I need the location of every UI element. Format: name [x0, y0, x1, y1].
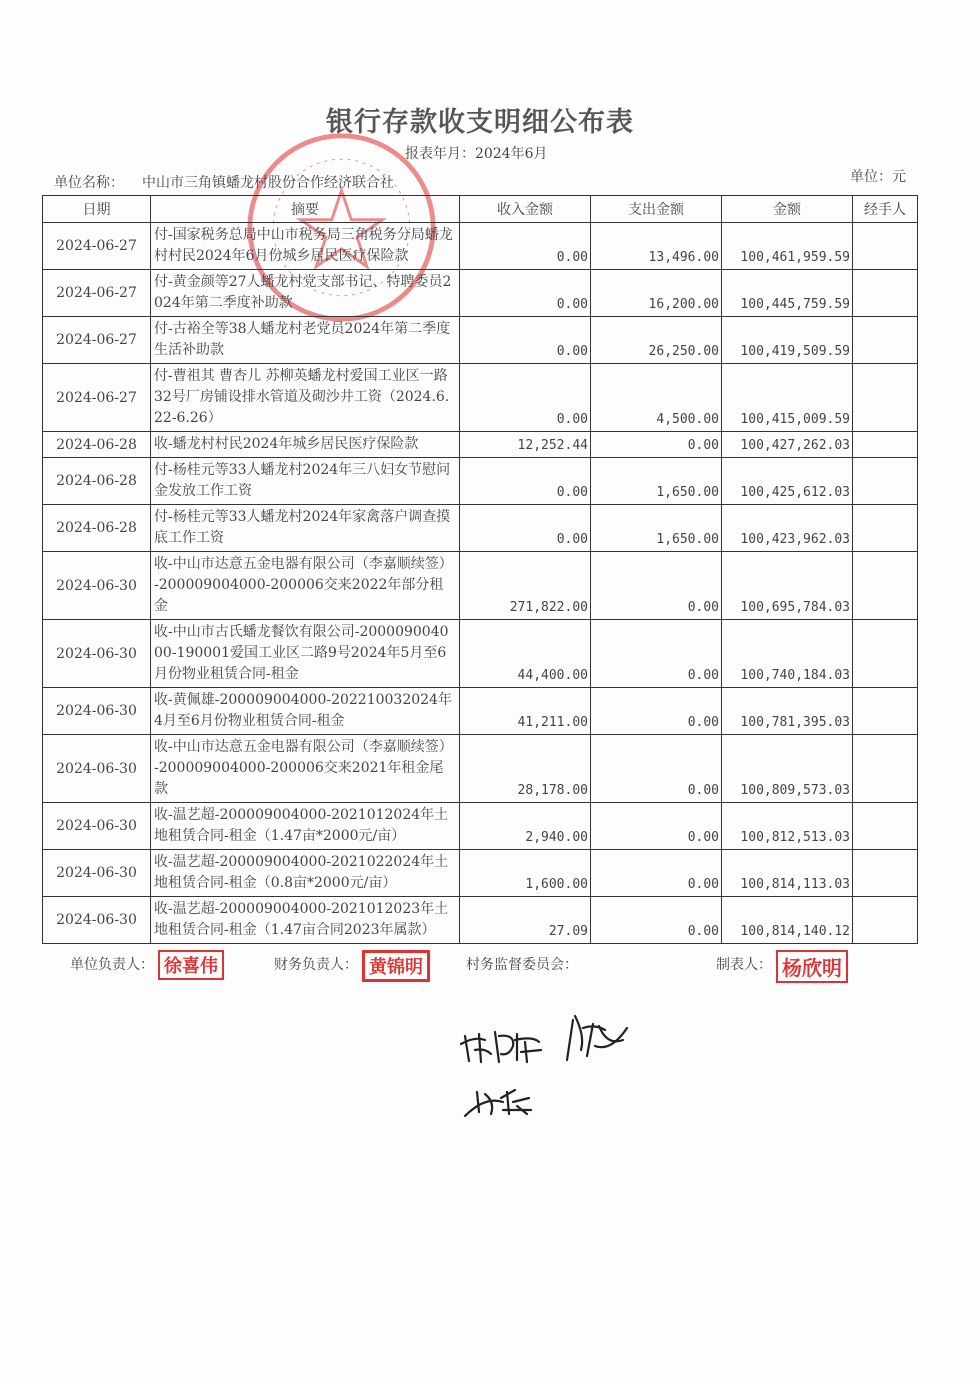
income-cell: 0.00	[460, 364, 591, 432]
table-row	[43, 364, 918, 432]
summary-cell: 付-杨桂元等33人蟠龙村2024年三八妇女节慰问金发放工作工资	[151, 458, 460, 505]
date-cell: 2024-06-30	[43, 897, 151, 944]
balance-cell: 100,695,784.03	[722, 552, 853, 620]
column-header-balance: 金额	[722, 196, 853, 223]
page-title: 银行存款收支明细公布表	[326, 107, 634, 138]
table-row	[43, 897, 918, 944]
balance-cell: 100,814,113.03	[722, 850, 853, 897]
period-label: 报表年月：	[405, 146, 475, 162]
balance-cell: 100,415,009.59	[722, 364, 853, 432]
handler-cell	[853, 223, 918, 270]
income-cell: 28,178.00	[460, 735, 591, 803]
column-header-handler: 经手人	[853, 196, 918, 223]
table-row	[43, 505, 918, 552]
handler-cell	[853, 270, 918, 317]
handler-cell	[853, 803, 918, 850]
signature-footer	[42, 950, 917, 990]
date-cell: 2024-06-28	[43, 505, 151, 552]
table-row	[43, 317, 918, 364]
table-row	[43, 850, 918, 897]
handler-cell	[853, 317, 918, 364]
date-cell: 2024-06-30	[43, 735, 151, 803]
handler-cell	[853, 364, 918, 432]
preparer-label: 制表人：	[716, 957, 772, 973]
date-cell: 2024-06-30	[43, 803, 151, 850]
summary-cell: 付-曹祖其 曹杏儿 苏柳英蟠龙村爱国工业区一路32号厂房铺设排水管道及砌沙井工资（2024.6.22-6.26）	[151, 364, 460, 432]
balance-cell: 100,812,513.03	[722, 803, 853, 850]
period-value: 2024年6月	[475, 146, 548, 162]
finance-head-label: 财务负责人：	[274, 957, 358, 973]
income-cell: 0.00	[460, 317, 591, 364]
table-row	[43, 223, 918, 270]
handler-cell	[853, 458, 918, 505]
expense-cell: 0.00	[591, 620, 722, 688]
handler-cell	[853, 620, 918, 688]
summary-cell: 收-中山市达意五金电器有限公司（李嘉顺续签）-200009004000-200006交来2021年租金尾款	[151, 735, 460, 803]
balance-cell: 100,427,262.03	[722, 432, 853, 458]
income-cell: 0.00	[460, 505, 591, 552]
handler-cell	[853, 432, 918, 458]
handler-cell	[853, 505, 918, 552]
handler-cell	[853, 850, 918, 897]
income-cell: 2,940.00	[460, 803, 591, 850]
column-header-summary: 摘要	[151, 196, 460, 223]
preparer-stamp: 杨欣明	[776, 950, 848, 983]
expense-cell: 13,496.00	[591, 223, 722, 270]
content	[42, 195, 917, 1126]
balance-cell: 100,423,962.03	[722, 505, 853, 552]
income-cell: 0.00	[460, 270, 591, 317]
table-row	[43, 552, 918, 620]
handler-cell	[853, 735, 918, 803]
date-cell: 2024-06-27	[43, 317, 151, 364]
expense-cell: 0.00	[591, 897, 722, 944]
currency-unit: 单位：元	[850, 169, 906, 185]
date-cell: 2024-06-27	[43, 223, 151, 270]
expense-cell: 0.00	[591, 803, 722, 850]
column-header-date: 日期	[43, 196, 151, 223]
balance-cell: 100,419,509.59	[722, 317, 853, 364]
summary-cell: 付-古裕全等38人蟠龙村老党员2024年第二季度生活补助款	[151, 317, 460, 364]
income-cell: 44,400.00	[460, 620, 591, 688]
summary-cell: 付-黄金颜等27人蟠龙村党支部书记、特聘委员2024年第二季度补助款	[151, 270, 460, 317]
unit-name	[54, 172, 394, 192]
balance-cell: 100,461,959.59	[722, 223, 853, 270]
income-cell: 27.09	[460, 897, 591, 944]
income-cell: 1,600.00	[460, 850, 591, 897]
balance-cell: 100,445,759.59	[722, 270, 853, 317]
handler-cell	[853, 897, 918, 944]
income-cell: 271,822.00	[460, 552, 591, 620]
expense-cell: 0.00	[591, 432, 722, 458]
income-cell: 12,252.44	[460, 432, 591, 458]
supervision-label: 村务监督委员会：	[466, 957, 578, 973]
expense-cell: 1,650.00	[591, 458, 722, 505]
expense-cell: 0.00	[591, 552, 722, 620]
date-cell: 2024-06-27	[43, 364, 151, 432]
expense-cell: 16,200.00	[591, 270, 722, 317]
balance-cell: 100,425,612.03	[722, 458, 853, 505]
table-row	[43, 803, 918, 850]
summary-cell: 收-温艺超-200009004000-2021012024年土地租赁合同-租金（1.47亩*2000元/亩）	[151, 803, 460, 850]
date-cell: 2024-06-28	[43, 432, 151, 458]
report-period	[405, 143, 548, 163]
summary-cell: 收-黄佩雄-200009004000-202210032024年4月至6月份物业租赁合同-租金	[151, 688, 460, 735]
unit-name-value: 中山市三角镇蟠龙村股份合作经济联合社	[142, 175, 394, 191]
income-cell: 0.00	[460, 223, 591, 270]
table-row	[43, 620, 918, 688]
table-row	[43, 688, 918, 735]
summary-cell: 收-温艺超-200009004000-2021022024年土地租赁合同-租金（0.8亩*2000元/亩）	[151, 850, 460, 897]
table-row	[43, 270, 918, 317]
unit-name-label: 单位名称：	[54, 175, 124, 191]
summary-cell: 收-蟠龙村村民2024年城乡居民医疗保险款	[151, 432, 460, 458]
expense-cell: 1,650.00	[591, 505, 722, 552]
date-cell: 2024-06-30	[43, 688, 151, 735]
expense-cell: 0.00	[591, 850, 722, 897]
balance-cell: 100,809,573.03	[722, 735, 853, 803]
income-cell: 41,211.00	[460, 688, 591, 735]
summary-cell: 收-温艺超-200009004000-2021012023年土地租赁合同-租金（1.47亩合同2023年属款）	[151, 897, 460, 944]
table-row	[43, 458, 918, 505]
summary-cell: 收-中山市达意五金电器有限公司（李嘉顺续签）-200009004000-200006交来2022年部分租金	[151, 552, 460, 620]
finance-head-stamp: 黄锦明	[362, 950, 430, 982]
unit-head-label: 单位负责人：	[70, 957, 154, 973]
income-cell: 0.00	[460, 458, 591, 505]
handler-cell	[853, 552, 918, 620]
balance-cell: 100,814,140.12	[722, 897, 853, 944]
table-header	[43, 196, 918, 223]
summary-cell: 收-中山市古氏蟠龙餐饮有限公司-200009004000-190001爱国工业区二路9号2024年5月至6月份物业租赁合同-租金	[151, 620, 460, 688]
unit-head-stamp: 徐喜伟	[158, 950, 224, 980]
date-cell: 2024-06-30	[43, 552, 151, 620]
balance-cell: 100,740,184.03	[722, 620, 853, 688]
table-row	[43, 432, 918, 458]
expense-cell: 0.00	[591, 735, 722, 803]
column-header-income: 收入金额	[460, 196, 591, 223]
date-cell: 2024-06-30	[43, 850, 151, 897]
summary-cell: 付-国家税务总局中山市税务局三角税务分局蟠龙村村民2024年6月份城乡居民医疗保险款	[151, 223, 460, 270]
handler-cell	[853, 688, 918, 735]
expense-cell: 26,250.00	[591, 317, 722, 364]
expense-cell: 4,500.00	[591, 364, 722, 432]
ledger-table	[42, 195, 918, 944]
table-row	[43, 735, 918, 803]
date-cell: 2024-06-30	[43, 620, 151, 688]
expense-cell: 0.00	[591, 688, 722, 735]
date-cell: 2024-06-27	[43, 270, 151, 317]
summary-cell: 付-杨桂元等33人蟠龙村2024年家禽落户调查摸底工作工资	[151, 505, 460, 552]
date-cell: 2024-06-28	[43, 458, 151, 505]
column-header-expense: 支出金额	[591, 196, 722, 223]
balance-cell: 100,781,395.03	[722, 688, 853, 735]
handwritten-signatures	[455, 1006, 645, 1126]
